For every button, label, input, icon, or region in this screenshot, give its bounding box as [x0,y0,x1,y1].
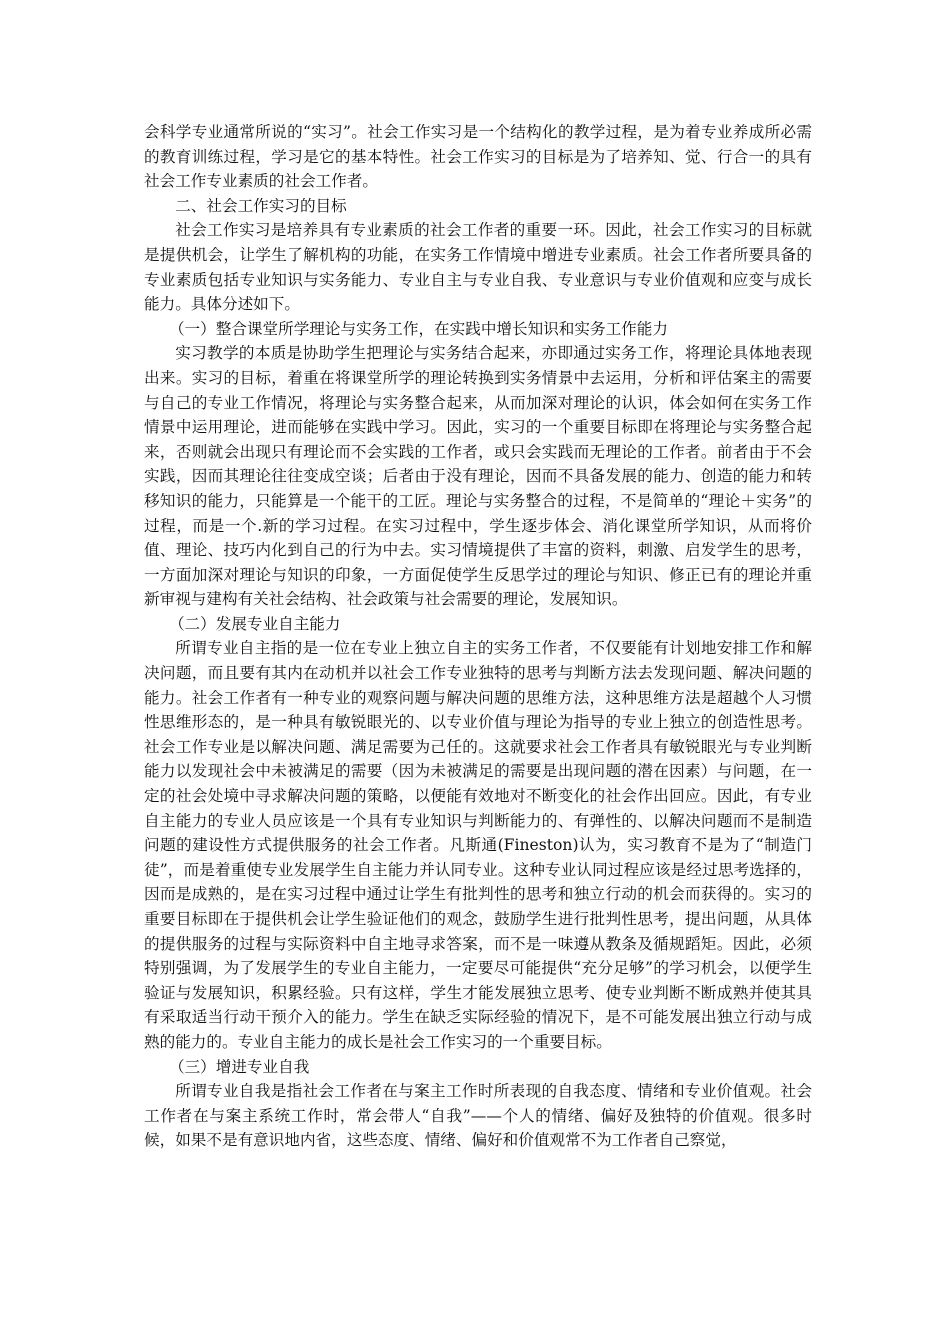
continued-paragraph: 会科学专业通常所说的“实习”。社会工作实习是一个结构化的教学过程，是为着专业养成所必需的教育训练过程，学习是它的基本特性。社会工作实习的目标是为了培养知、觉、行合一的具有社会工作专业素质的社会工作者。 [144,123,812,191]
document-page [144,120,812,1153]
subheading-professional-autonomy: （二）发展专业自主能力 [168,614,341,633]
professional-self-paragraph: 所谓专业自我是指社会工作者在与案主工作时所表现的自我态度、情绪和专业价值观。社会工作者在与案主系统工作时，常会带人“自我”——个人的情绪、偏好及独特的价值观。很多时候，如果不是有意识地内省，这些态度、情绪、偏好和价值观常不为工作者自己察觉， [144,1082,812,1150]
integrate-theory-paragraph: 实习教学的本质是协助学生把理论与实务结合起来，亦即通过实务工作，将理论具体地表现出来。实习的目标，着重在将课堂所学的理论转换到实务情景中去运用，分析和评估案主的需要与自己的专业工作情况，将理论与实务整合起来，从而加深对理论的认识，体会如何在实务工作情景中运用理论，进而能够在实践中学习。因此，实习的一个重要目标即在将理论与实务整合起来，否则就会出现只有理论而不会实践的工作者，或只会实践而无理论的工作者。前者由于不会实践，因而其理论往往变成空谈；后者由于没有理论，因而不具备发展的能力、创造的能力和转移知识的能力，只能算是一个能干的工匠。理论与实务整合的过程，不是简单的“理论＋实务”的过程，而是一个.新的学习过程。在实习过程中，学生逐步体会、消化课堂所学知识，从而将价值、理论、技巧内化到自己的行为中去。实习情境提供了丰富的资料，刺激、启发学生的思考，一方面加深对理论与知识的印象，一方面促使学生反思学过的理论与知识、修正已有的理论并重新审视与建构有关社会结构、社会政策与社会需要的理论，发展知识。 [144,344,812,609]
subheading-integrate-theory: （一）整合课堂所学理论与实务工作，在实践中增长知识和实务工作能力 [168,319,668,338]
goals-intro-paragraph: 社会工作实习是培养具有专业素质的社会工作者的重要一环。因此，社会工作实习的目标就是提供机会，让学生了解机构的功能，在实务工作情境中增进专业素质。社会工作者所要具备的专业素质包括专业知识与实务能力、专业自主与专业自我、专业意识与专业价值观和应变与成长能力。具体分述如下。 [144,221,812,314]
professional-autonomy-paragraph: 所谓专业自主指的是一位在专业上独立自主的实务工作者，不仅要能有计划地安排工作和解决问题，而且要有其内在动机并以社会工作专业独特的思考与判断方法去发现问题、解决问题的能力。社会工作者有一种专业的观察问题与解决问题的思维方法，这种思维方法是超越个人习惯性思维形态的，是一种具有敏锐眼光的、以专业价值与理论为指导的专业上独立的创造性思考。社会工作专业是以解决问题、满足需要为己任的。这就要求社会工作者具有敏锐眼光与专业判断能力以发现社会中未被满足的需要（因为未被满足的需要是出现问题的潜在因素）与问题，在一定的社会处境中寻求解决问题的策略，以便能有效地对不断变化的社会作出回应。因此，有专业自主能力的专业人员应该是一个具有专业知识与判断能力的、有弹性的、以解决问题而不是制造问题的建设性方式提供服务的社会工作者。凡斯通(Fineston)认为，实习教育不是为了“制造门徒”，而是着重使专业发展学生自主能力并认同专业。这种专业认同过程应该是经过思考选择的，因而是成熟的，是在实习过程中通过让学生有批判性的思考和独立行动的机会而获得的。实习的重要目标即在于提供机会让学生验证他们的观念，鼓励学生进行批判性思考，提出问题，从具体的提供服务的过程与实际资料中自主地寻求答案，而不是一味遵从教条及循规蹈矩。因此，必须特别强调，为了发展学生的专业自主能力，一定要尽可能提供“充分足够”的学习机会，以便学生验证与发展知识，积累经验。只有这样，学生才能发展独立思考、使专业判断不断成熟并使其具有采取适当行动干预介入的能力。学生在缺乏实际经验的情况下，是不可能发展出独立行动与成熟的能力的。专业自主能力的成长是社会工作实习的一个重要目标。 [144,639,812,1051]
subheading-professional-self: （三）增进专业自我 [168,1057,310,1076]
section-heading-goals: 二、社会工作实习的目标 [175,196,347,215]
